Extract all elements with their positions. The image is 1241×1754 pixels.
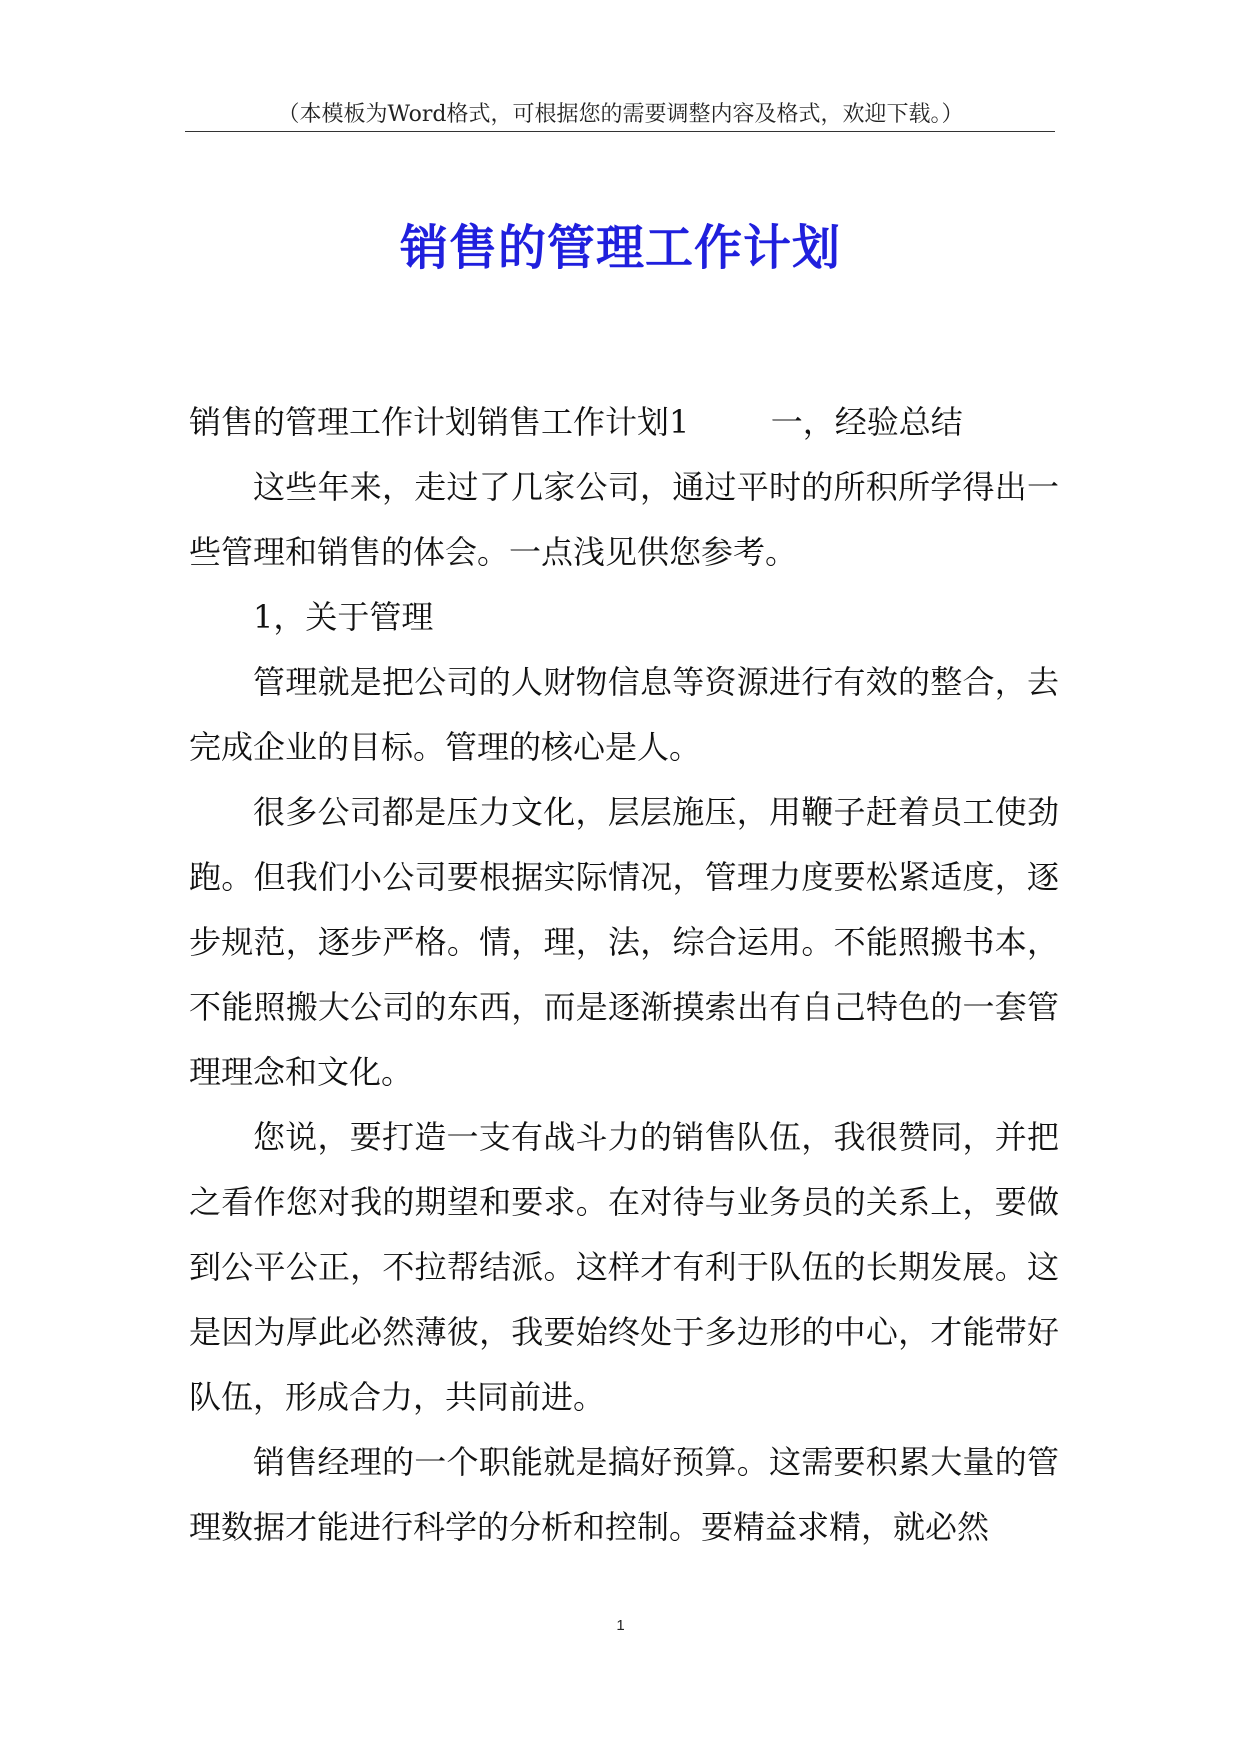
section-heading: 1，关于管理	[253, 598, 434, 636]
document-title: 销售的管理工作计划	[399, 220, 841, 276]
paragraph: 这些年来，走过了几家公司，通过平时的所积所学得出一些管理和销售的体会。一点浅见供您参考。	[189, 468, 1059, 571]
lead-line-right: 一，经验总结	[770, 403, 963, 441]
paragraph: 您说，要打造一支有战斗力的销售队伍，我很赞同，并把之看作您对我的期望和要求。在对待与业务员的关系上，要做到公平公正，不拉帮结派。这样才有利于队伍的长期发展。这是因为厚此必然薄彼，我要始终处于多边形的中心，才能带好队伍，形成合力，共同前进。	[189, 1118, 1059, 1416]
page-number: 1	[616, 1617, 625, 1634]
paragraph: 管理就是把公司的人财物信息等资源进行有效的整合，去完成企业的目标。管理的核心是人。	[189, 663, 1059, 766]
header-note: （本模板为Word格式，可根据您的需要调整内容及格式，欢迎下载。）	[277, 102, 964, 127]
lead-line-left: 销售的管理工作计划销售工作计划1	[189, 403, 690, 441]
document-body	[189, 390, 1059, 1560]
header-divider	[185, 131, 1055, 132]
lead-line	[189, 390, 1059, 455]
paragraph: 很多公司都是压力文化，层层施压，用鞭子赶着员工使劲跑。但我们小公司要根据实际情况，管理力度要松紧适度，逐步规范，逐步严格。情，理，法，综合运用。不能照搬书本，不能照搬大公司的东西，而是逐渐摸索出有自己特色的一套管理理念和文化。	[189, 793, 1059, 1091]
paragraph: 销售经理的一个职能就是搞好预算。这需要积累大量的管理数据才能进行科学的分析和控制。要精益求精，就必然	[189, 1443, 1059, 1546]
